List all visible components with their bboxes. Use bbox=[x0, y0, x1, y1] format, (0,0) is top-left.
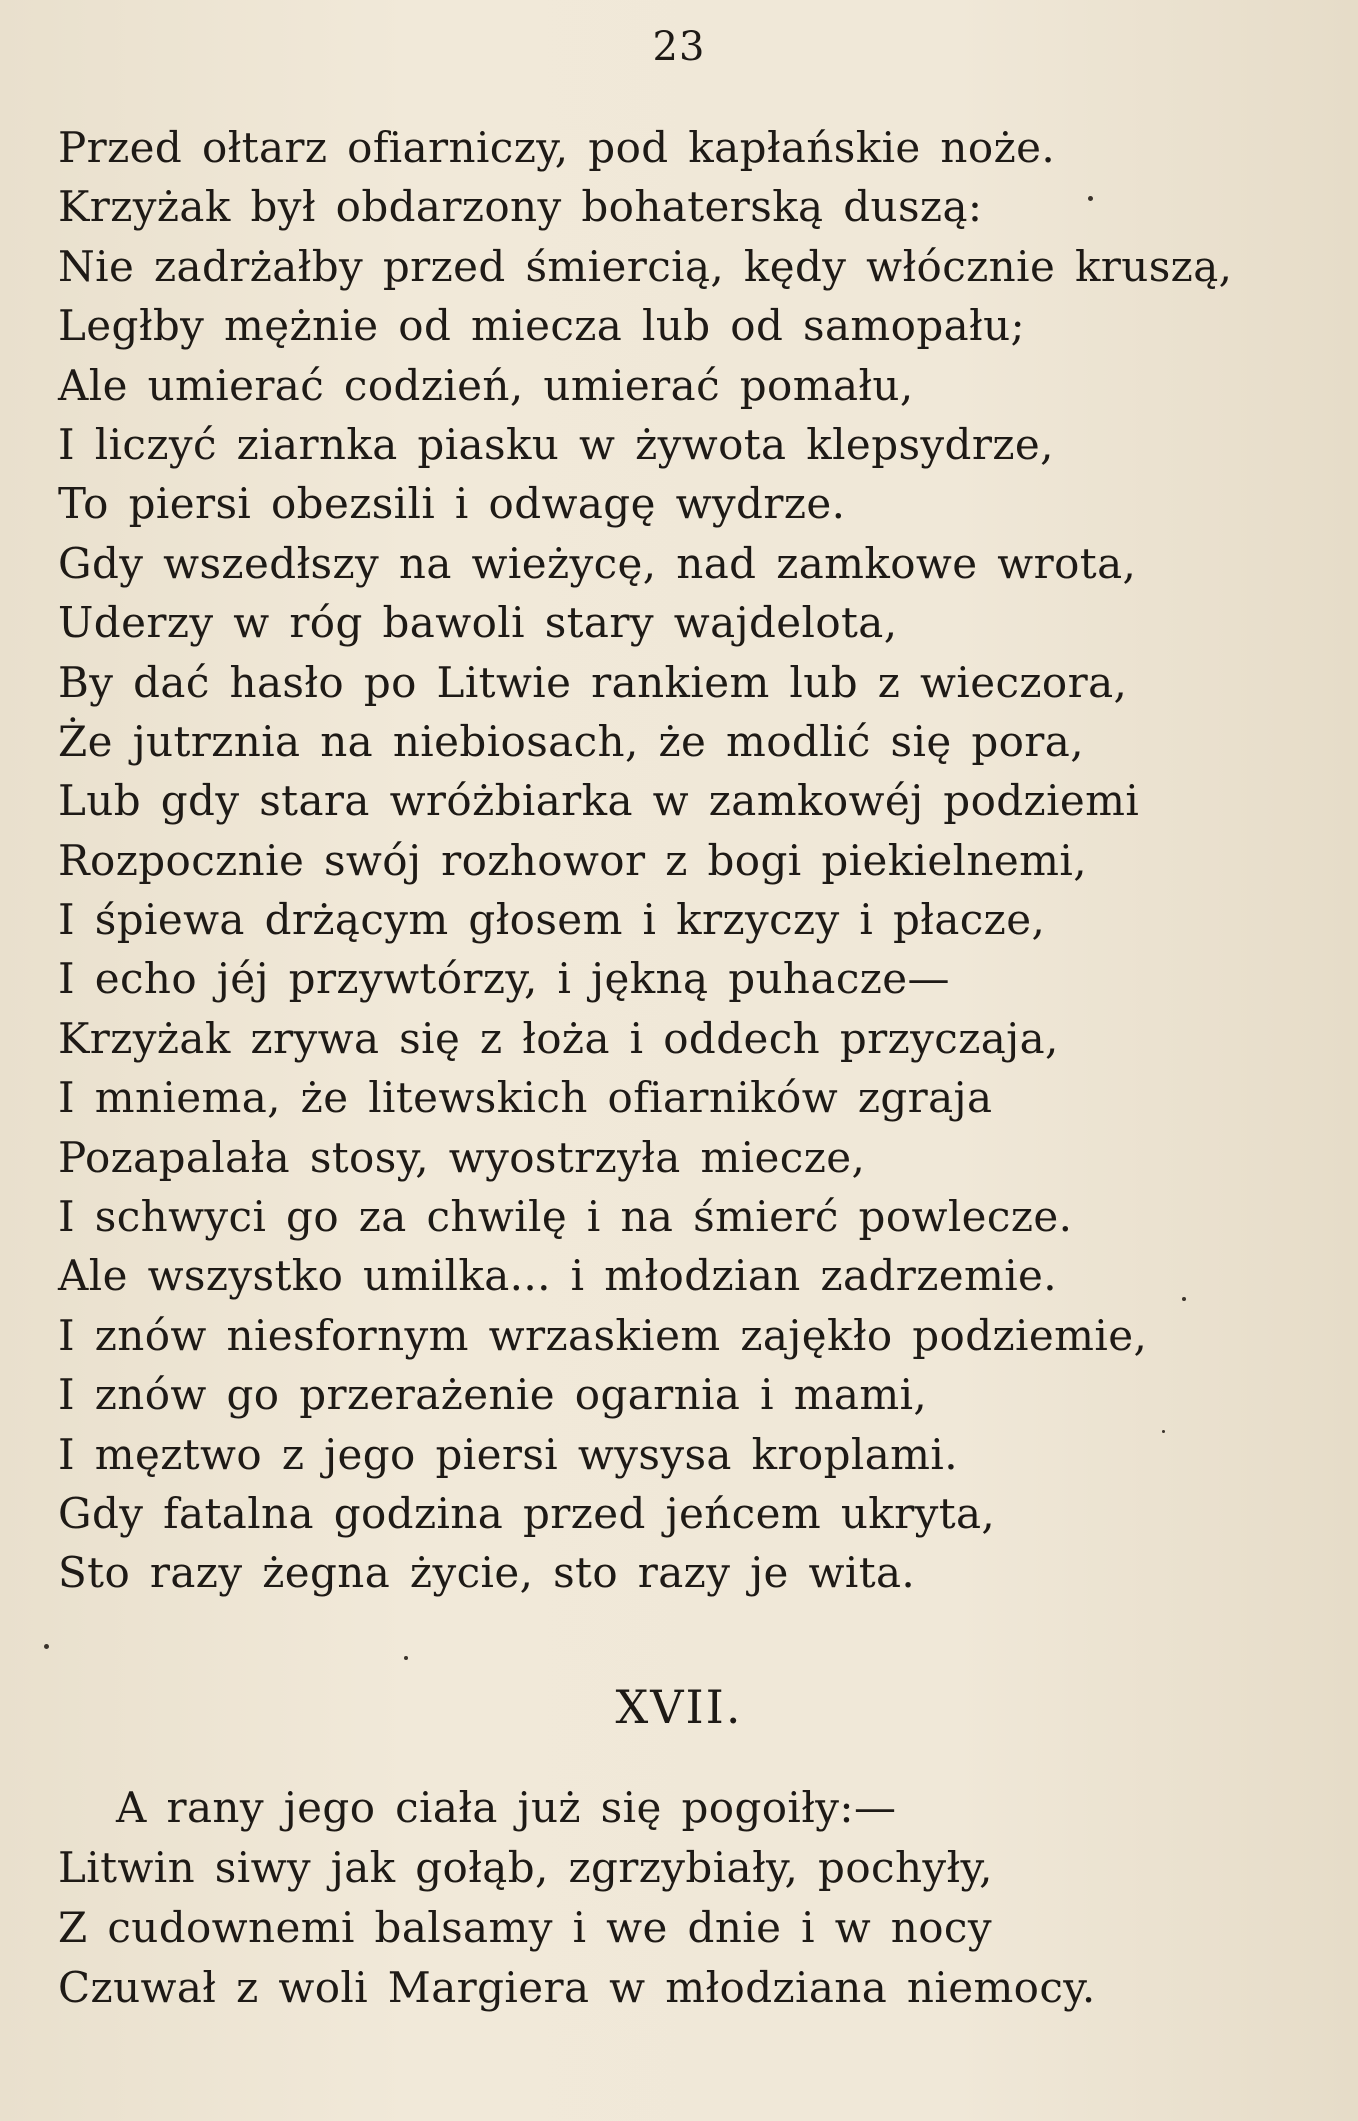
verse-line: I schwyci go za chwilę i na śmierć powlecze. bbox=[58, 1192, 1073, 1242]
verse-line: Lub gdy stara wróżbiarka w zamkowéj podziemi bbox=[58, 776, 1140, 826]
verse-line: Sto razy żegna życie, sto razy je wita. bbox=[58, 1548, 916, 1598]
verse-line: I męztwo z jego piersi wysysa kroplami. bbox=[58, 1429, 958, 1479]
verse-line: Nie zadrżałby przed śmiercią, kędy włócznie kruszą, bbox=[58, 241, 1233, 291]
verse-line: Ale wszystko umilka... i młodzian zadrzemie. bbox=[58, 1251, 1058, 1301]
verse-line: Krzyżak zrywa się z łoża i oddech przyczaja, bbox=[58, 1013, 1059, 1063]
verse-line: A rany jego ciała już się pogoiły:— bbox=[116, 1783, 897, 1832]
ink-speck bbox=[1162, 1430, 1165, 1433]
verse-line: Przed ołtarz ofiarniczy, pod kapłańskie noże. bbox=[58, 123, 1056, 172]
verse-line: Ale umierać codzień, umierać pomału, bbox=[58, 360, 914, 410]
verse-line: I znów niesfornym wrzaskiem zajękło podziemie, bbox=[58, 1310, 1148, 1360]
stanza-2 bbox=[58, 1778, 1338, 2018]
verse-line: To piersi obezsili i odwagę wydrze. bbox=[58, 479, 846, 529]
verse-line: Uderzy w róg bawoli stary wajdelota, bbox=[58, 598, 898, 648]
page-number: 23 bbox=[652, 24, 706, 70]
verse-line: Gdy wszedłszy na wieżycę, nad zamkowe wrota, bbox=[58, 538, 1137, 588]
verse-line: Ległby mężnie od miecza lub od samopału; bbox=[58, 301, 1026, 351]
verse-line: Rozpocznie swój rozhowor z bogi piekielnemi, bbox=[58, 835, 1087, 885]
verse-line: Pozapalała stosy, wyostrzyła miecze, bbox=[58, 1132, 866, 1182]
verse-line: I echo jéj przywtórzy, i jękną puhacze— bbox=[58, 954, 950, 1004]
verse-line: I śpiewa drżącym głosem i krzyczy i płacze, bbox=[58, 895, 1046, 945]
ink-speck bbox=[404, 1656, 408, 1660]
ink-speck bbox=[44, 1644, 49, 1649]
verse-line: Litwin siwy jak gołąb, zgrzybiały, pochyły, bbox=[58, 1843, 993, 1892]
stanza-1 bbox=[58, 118, 1338, 1603]
verse-line: By dać hasło po Litwie rankiem lub z wieczora, bbox=[58, 657, 1128, 707]
verse-line: Gdy fatalna godzina przed jeńcem ukryta, bbox=[58, 1488, 996, 1538]
verse-line: Że jutrznia na niebiosach, że modlić się pora, bbox=[58, 716, 1084, 766]
verse-line: Czuwał z woli Margiera w młodziana niemocy. bbox=[58, 1963, 1096, 2012]
verse-line: I liczyć ziarnka piasku w żywota klepsydrze, bbox=[58, 419, 1054, 469]
verse-line: I znów go przerażenie ogarnia i mami, bbox=[58, 1370, 928, 1420]
verse-line: I mniema, że litewskich ofiarników zgraja bbox=[58, 1073, 993, 1123]
ink-speck bbox=[1088, 196, 1093, 201]
verse-line: Krzyżak był obdarzony bohaterską duszą: bbox=[58, 182, 983, 232]
verse-line: Z cudownemi balsamy i we dnie i w nocy bbox=[58, 1903, 992, 1952]
section-heading: XVII. bbox=[615, 1680, 743, 1734]
ink-speck bbox=[1182, 1297, 1186, 1301]
